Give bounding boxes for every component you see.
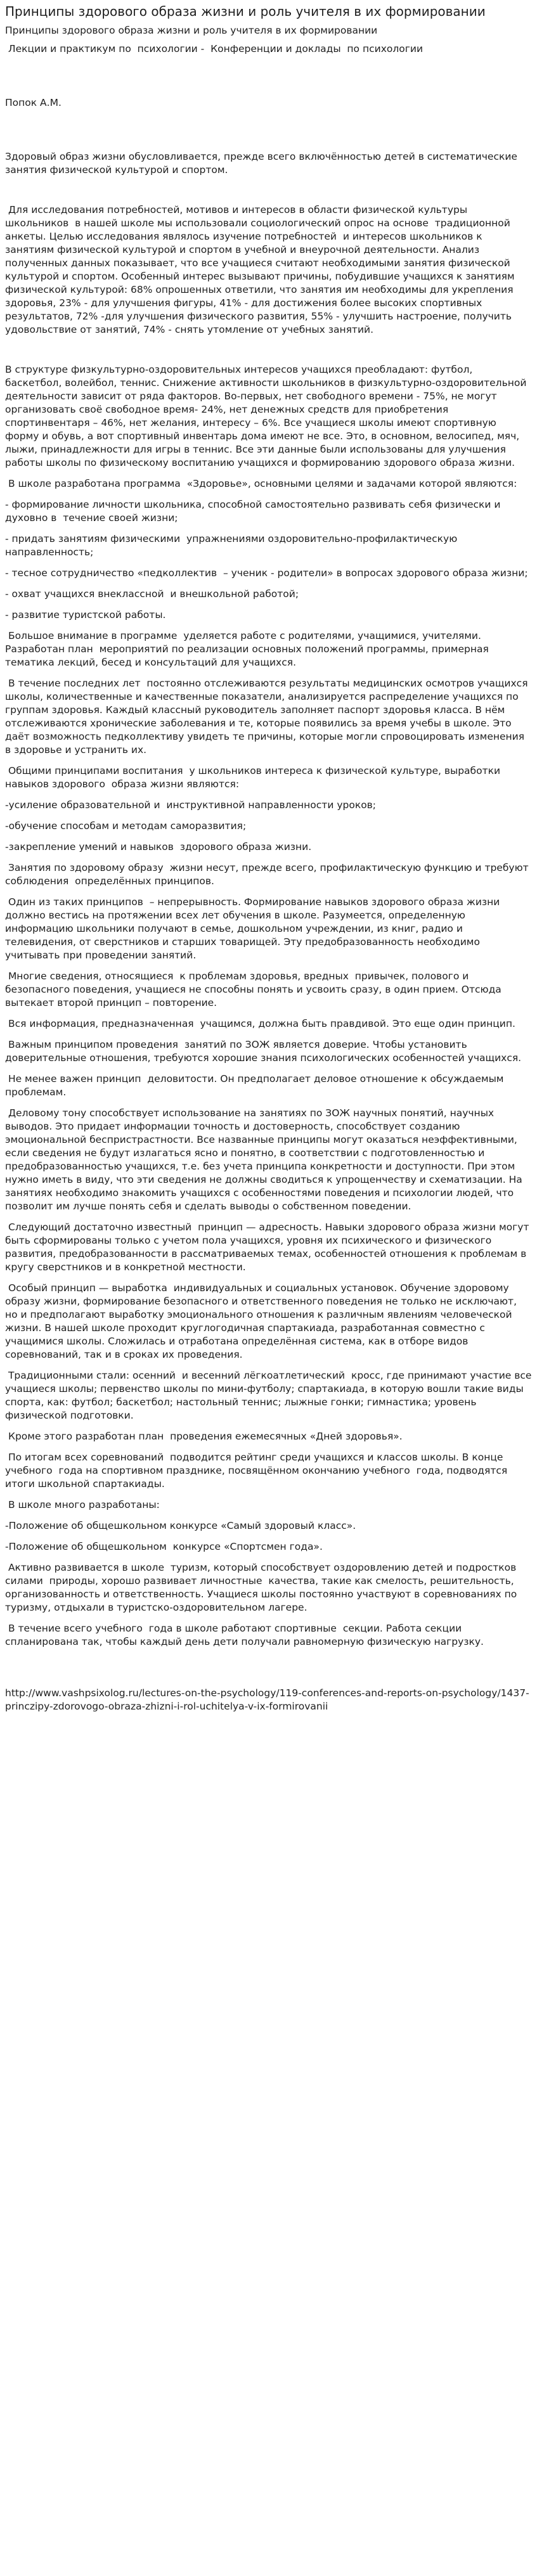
paragraph: Активно развивается в школе туризм, который способствует оздоровлению детей и подростков силами природы, хорошо развивает личностные качества, такие как смелость, решительность, организованность и ответственность. Учащиеся школы постоянно участвуют в соревнованиях по туризму, отдыхали в туристско-оздоровительном лагере. bbox=[5, 1562, 521, 1613]
paragraph: Здоровый образ жизни обусловливается, прежде всего включённостью детей в систематические занятия физической культурой и спортом. bbox=[5, 151, 521, 176]
list-item: - тесное сотрудничество «педколлектив – ученик - родители» в вопросах здорового образа жизни; bbox=[5, 567, 528, 579]
paragraph: По итогам всех соревнований подводится рейтинг среди учащихся и классов школы. В конце учебного года на спортивном празднике, посвящённом окончанию учебного года, подводятся итоги школьной спартакиады. bbox=[5, 1452, 511, 1490]
paragraph: Следующий достаточно известный принцип — адресность. Навыки здорового образа жизни могут быть сформированы только с учетом пола учащихся, уровня их психического и физического развития, предобразованности в рассматриваемых темах, особенностей отношения к проблемам в кругу сверстников и в конкретной местности. bbox=[5, 1221, 536, 1273]
list-item: - формирование личности школьника, способной самостоятельно развивать себя физически и духовно в течение своей жизни; bbox=[5, 499, 504, 524]
paragraph: Традиционными стали: осенний и весенний лёгкоатлетический кросс, где принимают участие все учащиеся школы; первенство школы по мини-футболу; спартакиада, в которую вошли такие виды спорта, как: футбол; баскетбол; настольный теннис; лыжные гонки; гимнастика; уровень физической подготовки. bbox=[5, 1370, 535, 1421]
document-subtitle: Принципы здорового образа жизни и роль учителя в их формировании bbox=[5, 25, 378, 36]
source-link[interactable]: http://www.vashpsixolog.ru/lectures-on-the-psychology/119-conferences-and-reports-on-psychology/1437-princzipy-zdorovogo-obraza-zhizni-i-rol-uchitelya-v-ix-formirovanii bbox=[5, 1687, 529, 1712]
list-item: -усиление образовательной и инструктивной направленности уроков; bbox=[5, 799, 377, 811]
paragraph: Деловому тону способствует использование на занятиях по ЗОЖ научных понятий, научных выводов. Это придает информации точность и достоверность, способствует созданию эмоциональной беспристрастности. Все названные принципы могут оказаться неэффективными, если сведения не будут излагаться ясно и понятно, в соответствии с подготовленностью и предобразованностью учащихся, т.е. без учета принципа конкретности и доступности. При этом нужно иметь в виду, что эти сведения не должны сводиться к упрощенчеству и схематизации. На занятиях необходимо знакомить учащихся с особенностями поведения и психологии людей, что позволит им лучше понять себя и сделать выводы о собственном поведении. bbox=[5, 1107, 526, 1212]
category-links[interactable]: Лекции и практикум по психологии - Конференции и доклады по психологии bbox=[5, 43, 424, 55]
paragraph: Многие сведения, относящиеся к проблемам здоровья, вредных привычек, полового и безопасного поведения, учащиеся не способны понять и усвоить сразу, в один прием. Отсюда вытекает второй принцип – повторение. bbox=[5, 970, 505, 1008]
list-item: -закрепление умений и навыков здорового образа жизни. bbox=[5, 841, 312, 853]
list-item: - развитие туристской работы. bbox=[5, 609, 166, 621]
paragraph: В структуре физкультурно-оздоровительных интересов учащихся преобладают: футбол, баскетбол, волейбол, теннис. Снижение активности школьников в физкультурно-оздоровительной деятельности зависит от ряда факторов. Во-первых, нет свободного времени - 75%, не могут организовать своё свободное время- 24%, нет денежных средств для приобретения спортинвентаря – 46%, нет желания, интересу – 6%. Все учащиеся школы имеют спортивную форму и обувь, а вот спортивный инвентарь дома имеют не все. Это, в основном, велосипед, мяч, лыжи, принадлежности для игры в теннис. Все эти данные были использованы для улучшения работы школы по физическому воспитанию учащихся и формированию здорового образа жизни. bbox=[5, 364, 530, 468]
paragraph: В течение всего учебного года в школе работают спортивные секции. Работа секции спланирована так, чтобы каждый день дети получали равномерную физическую нагрузку. bbox=[5, 1623, 484, 1647]
paragraph: Большое внимание в программе уделяется работе с родителями, учащимися, учителями. Разработан план мероприятий по реализации основных положений программы, примерная тематика лекций, бесед и консультаций для учащихся. bbox=[5, 630, 492, 668]
author-name: Попок А.М. bbox=[5, 97, 61, 108]
paragraph: Важным принципом проведения занятий по ЗОЖ является доверие. Чтобы установить доверительные отношения, требуются хорошие знания психологических особенностей учащихся. bbox=[5, 1039, 522, 1064]
paragraph: Для исследования потребностей, мотивов и интересов в области физической культуры школьников в нашей школе мы использовали социологический опрос на основе традиционной анкеты. Целью исследования являлось изучение потребностей и интересов школьников к занятиям физической культурой и спортом в учебной и внеурочной деятельности. Анализ полученных данных показывает, что все учащиеся считают необходимыми занятия физической культурой и спортом. Особенный интерес вызывают причины, побудившие учащихся к занятиям физической культурой: 68% опрошенных ответили, что занятия им необходимы для укрепления здоровья, 23% - для улучшения фигуры, 41% - для достижения более высоких спортивных результатов, 72% -для улучшения физического развития, 55% - улучшить настроение, получить удовольствие от занятий, 74% - снять утомление от учебных занятий. bbox=[5, 204, 518, 335]
paragraph: В школе много разработаны: bbox=[5, 1499, 160, 1510]
paragraph: Кроме этого разработан план проведения ежемесячных «Дней здоровья». bbox=[5, 1431, 403, 1442]
document-title: Принципы здорового образа жизни и роль учителя в их формировании bbox=[5, 4, 486, 19]
paragraph: Не менее важен принцип деловитости. Он предполагает деловое отношение к обсуждаемым проблемам. bbox=[5, 1073, 507, 1098]
paragraph: Общими принципами воспитания у школьников интереса к физической культуре, выработки навыков здорового образа жизни являются: bbox=[5, 765, 503, 790]
list-item: -Положение об общешкольном конкурсе «Спортсмен года». bbox=[5, 1541, 323, 1552]
paragraph: В течение последних лет постоянно отслеживаются результаты медицинских осмотров учащихся школы, количественные и качественные показатели, анализируется распределение учащихся по группам здоровья. Каждый классный руководитель заполняет паспорт здоровья класса. В нём отслеживаются хронические заболевания и те, которые появились за время учебы в школе. Это даёт возможность педколлективу увидеть те причины, которые могли спровоцировать изменения в здоровье и устранить их. bbox=[5, 678, 534, 756]
paragraph: Занятия по здоровому образу жизни несут, прежде всего, профилактическую функцию и требуют соблюдения определённых принципов. bbox=[5, 862, 532, 887]
paragraph: Вся информация, предназначенная учащимся, должна быть правдивой. Это еще один принцип. bbox=[5, 1018, 515, 1029]
paragraph: Один из таких принципов – непрерывность. Формирование навыков здорового образа жизни должно вестись на протяжении всех лет обучения в школе. Разумеется, определенную информацию школьники получают в семье, дошкольном учреждении, из книг, радио и телевидения, от сверстников и старших товарищей. Эту предобразованность необходимо учитывать при проведении занятий. bbox=[5, 896, 503, 961]
list-item: -Положение об общешкольном конкурсе «Самый здоровый класс». bbox=[5, 1520, 356, 1531]
paragraph: Особый принцип — выработка индивидуальных и социальных установок. Обучение здоровому образу жизни, формирование безопасного и ответственного поведения не только не исключают, но и предполагают выработку эмоционального отношения к различным явлениям человеческой жизни. В нашей школе проходит круглогодичная спартакиада, разработанная совместно с учащимися школы. Сложилась и отработана определённая система, как в отборе видов соревнований, так и в сроках их проведения. bbox=[5, 1282, 520, 1360]
list-item: - охват учащихся внеклассной и внешкольной работой; bbox=[5, 588, 299, 600]
list-item: -обучение способам и методам саморазвития; bbox=[5, 820, 247, 832]
list-item: - придать занятиям физическими упражнениями оздоровительно-профилактическую направленность; bbox=[5, 533, 464, 558]
paragraph: В школе разработана программа «Здоровье», основными целями и задачами которой являются: bbox=[5, 478, 517, 489]
